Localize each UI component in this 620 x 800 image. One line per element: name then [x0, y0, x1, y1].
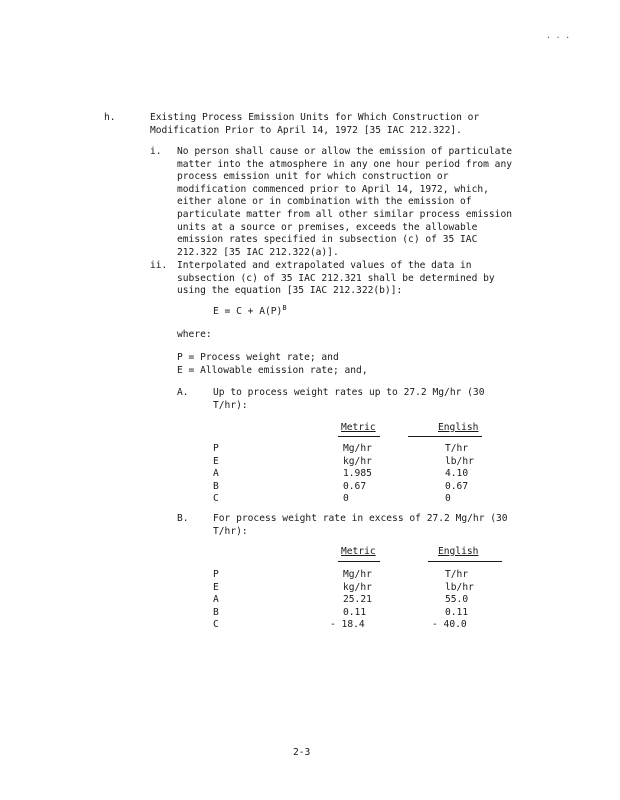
table-a-sym-col	[213, 443, 219, 506]
table-b-english: lb/hr	[445, 581, 474, 593]
table-b-metric: 0.11	[343, 606, 367, 618]
table-a-sym: C	[213, 493, 219, 505]
sub-a-marker: A.	[177, 387, 189, 398]
heading-line: Modification Prior to April 14, 1972 [35 IAC 212.322].	[150, 124, 462, 136]
table-b-header-english: English	[438, 546, 479, 557]
table-b-sym-col	[213, 569, 219, 632]
table-a-header-english: English	[438, 422, 479, 433]
sub-b-marker: B.	[177, 513, 189, 524]
paragraph-line: either alone or in combination with the emission of	[177, 196, 472, 208]
definition-line: P = Process weight rate; and	[177, 352, 339, 363]
table-b-header-rule-metric	[338, 561, 380, 562]
table-a-english-col	[445, 443, 474, 506]
heading-line: Existing Process Emission Units for Which Construction or	[150, 112, 480, 123]
paragraph-line: 212.322 [35 IAC 212.322(a)].	[177, 246, 339, 258]
table-b-english: 55.0	[445, 594, 469, 606]
section-h-heading	[150, 112, 479, 137]
table-a-sym: B	[213, 480, 219, 492]
table-b-metric: Mg/hr	[343, 569, 372, 580]
table-b-english: 0.11	[445, 606, 469, 618]
section-h-marker: h.	[104, 112, 116, 123]
table-a-english: lb/hr	[445, 455, 474, 467]
table-b-sym: C	[213, 619, 219, 631]
paragraph-line: units at a source or premises, exceeds the allowable	[177, 221, 478, 233]
table-b-metric: 25.21	[343, 594, 372, 606]
table-a-header-rule-english	[408, 436, 482, 437]
table-a-sym: A	[213, 468, 219, 480]
table-b-english: - 40.0	[432, 619, 467, 631]
item-i-paragraph	[177, 146, 512, 259]
paragraph-line: particulate matter from all other similar process emission	[177, 208, 513, 220]
table-b-metric: - 18.4	[330, 619, 365, 631]
paragraph-line: For process weight rate in excess of 27.2 Mg/hr (30	[213, 513, 508, 524]
table-a-sym: P	[213, 443, 219, 454]
table-b-english-col	[432, 569, 474, 632]
paragraph-line: T/hr):	[213, 399, 248, 411]
table-a-english: 4.10	[445, 468, 469, 480]
table-a-header-rule-metric	[338, 436, 380, 437]
paragraph-line: using the equation [35 IAC 212.322(b)]:	[177, 285, 403, 297]
paragraph-line: modification commenced prior to April 14, 1972, which,	[177, 183, 489, 195]
equation-body: E = C + A(P)	[213, 306, 283, 317]
paragraph-line: Interpolated and extrapolated values of the data in	[177, 260, 472, 271]
equation-exponent: B	[282, 304, 287, 312]
sub-a-text	[213, 387, 484, 412]
corner-marks: . . .	[546, 31, 571, 40]
item-i-marker: i.	[150, 146, 162, 157]
table-a-english: 0.67	[445, 480, 469, 492]
table-b-english: T/hr	[445, 569, 469, 580]
table-b-header-metric: Metric	[341, 546, 376, 557]
table-a-metric: 0.67	[343, 480, 367, 492]
definition-line: E = Allowable emission rate; and,	[177, 364, 368, 376]
paragraph-line: subsection (c) of 35 IAC 212.321 shall be determined by	[177, 272, 495, 284]
table-a-english: 0	[445, 493, 451, 505]
table-b-metric-col	[330, 569, 372, 632]
table-b-header-rule-english	[428, 561, 502, 562]
table-a-metric-col	[343, 443, 372, 506]
table-b-sym: P	[213, 569, 219, 580]
table-a-english: T/hr	[445, 443, 469, 454]
item-ii-paragraph	[177, 260, 495, 298]
table-a-metric: 1.985	[343, 468, 372, 480]
table-a-metric: kg/hr	[343, 455, 372, 467]
definitions	[177, 352, 368, 377]
item-ii-marker: ii.	[150, 260, 168, 271]
page-number: 2-3	[293, 747, 311, 758]
sub-b-text	[213, 513, 508, 538]
table-a-metric: Mg/hr	[343, 443, 372, 454]
table-b-sym: B	[213, 606, 219, 618]
paragraph-line: matter into the atmosphere in any one hour period from any	[177, 158, 513, 170]
paragraph-line: process emission unit for which construction or	[177, 171, 449, 183]
equation	[213, 306, 287, 319]
table-b-sym: E	[213, 581, 219, 593]
table-b-metric: kg/hr	[343, 581, 372, 593]
table-a-header-metric: Metric	[341, 422, 376, 433]
table-a-metric: 0	[343, 493, 349, 505]
paragraph-line: emission rates specified in subsection (c) of 35 IAC	[177, 234, 478, 246]
paragraph-line: No person shall cause or allow the emission of particulate	[177, 146, 513, 157]
paragraph-line: T/hr):	[213, 525, 248, 537]
table-a-sym: E	[213, 455, 219, 467]
paragraph-line: Up to process weight rates up to 27.2 Mg/hr (30	[213, 387, 485, 398]
where-label: where:	[177, 329, 212, 340]
table-b-sym: A	[213, 594, 219, 606]
